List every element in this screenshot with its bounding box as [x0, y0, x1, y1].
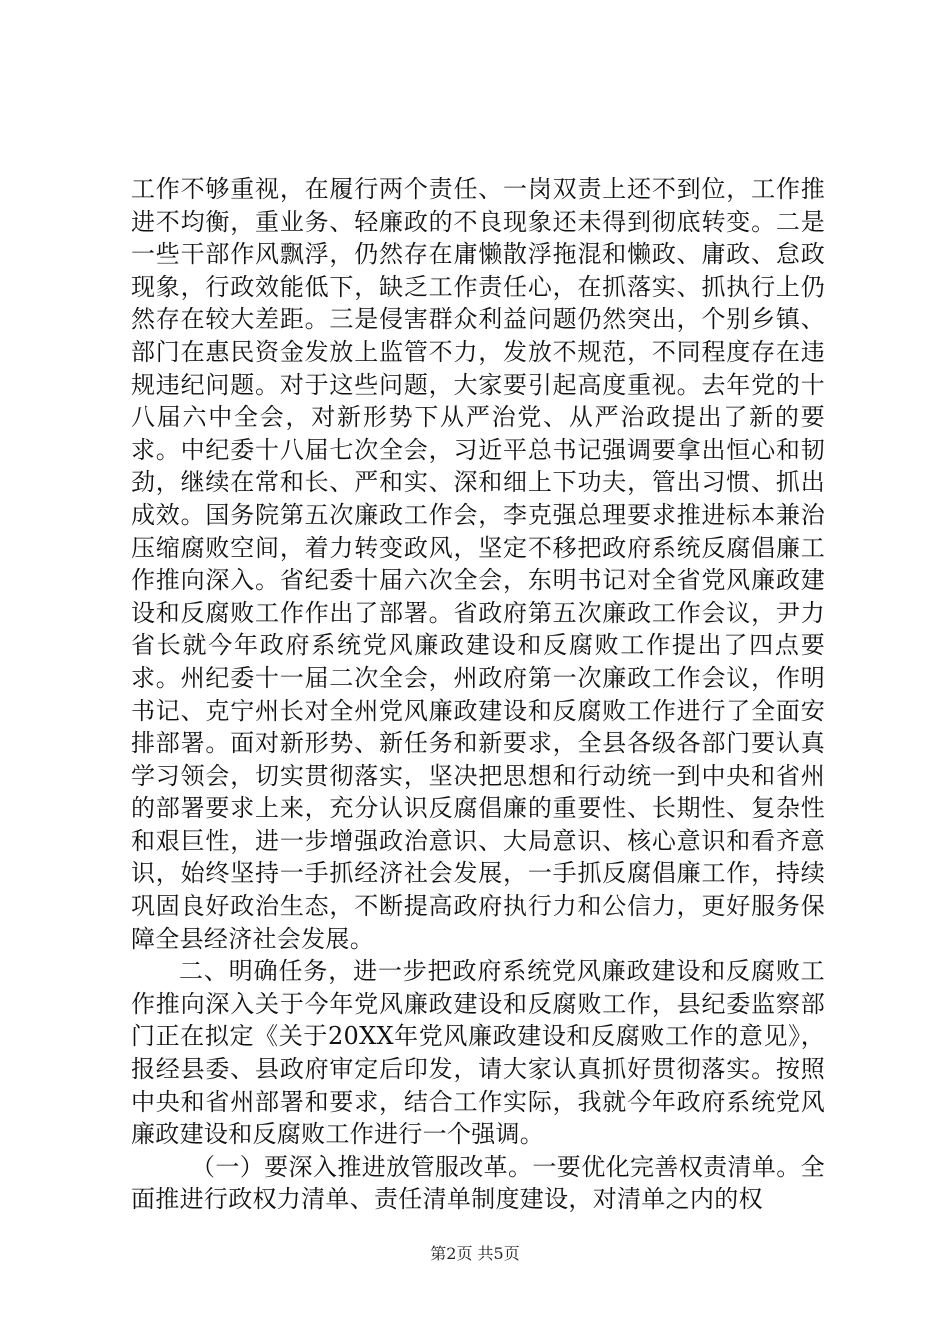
- page-footer: 第2页 共5页: [430, 1244, 520, 1263]
- paragraph-1: 工作不够重视，在履行两个责任、一岗双责上还不到位，工作推进不均衡，重业务、轻廉政的不良现象还未得到彻底转变。二是一些干部作风飘浮，仍然存在庸懒散浮拖混和懒政、庸政、怠政现象，行政效能低下，缺乏工作责任心，在抓落实、抓执行上仍然存在较大差距。三是侵害群众利益问题仍然突出，个别乡镇、部门在惠民资金发放上监管不力，发放不规范，不同程度存在违规违纪问题。对于这些问题，大家要引起高度重视。去年党的十八届六中全会，对新形势下从严治党、从严治政提出了新的要求。中纪委十八届七次全会，习近平总书记强调要拿出恒心和韧劲，继续在常和长、严和实、深和细上下功夫，管出习惯、抓出成效。国务院第五次廉政工作会，李克强总理要求推进标本兼治压缩腐败空间，着力转变政风，坚定不移把政府系统反腐倡廉工作推向深入。省纪委十届六次全会，东明书记对全省党风廉政建设和反腐败工作作出了部署。省政府第五次廉政工作会议，尹力省长就今年政府系统党风廉政建设和反腐败工作提出了四点要求。州纪委十一届二次全会，州政府第一次廉政工作会议，作明书记、克宁州长对全州党风廉政建设和反腐败工作进行了全面安排部署。面对新形势、新任务和新要求，全县各级各部门要认真学习领会，切实贯彻落实，坚决把思想和行动统一到中央和省州的部署要求上来，充分认识反腐倡廉的重要性、长期性、复杂性和艰巨性，进一步增强政治意识、大局意识、核心意识和看齐意识，始终坚持一手抓经济社会发展，一手抓反腐倡廉工作，持续巩固良好政治生态，不断提高政府执行力和公信力，更好服务保障全县经济社会发展。: [131, 175, 825, 953]
- document-body: [131, 173, 825, 1216]
- paragraph-3: （一）要深入推进放管服改革。一要优化完善权责清单。全面推进行政权力清单、责任清单制度建设，对清单之内的权: [131, 1152, 825, 1214]
- paragraph-2: 二、明确任务，进一步把政府系统党风廉政建设和反腐败工作推向深入关于今年党风廉政建设和反腐败工作，县纪委监察部门正在拟定《关于20XX年党风廉政建设和反腐败工作的意见》，报经县委、县政府审定后印发，请大家认真抓好贯彻落实。按照中央和省州部署和要求，结合工作实际，我就今年政府系统党风廉政建设和反腐败工作进行一个强调。: [131, 957, 825, 1149]
